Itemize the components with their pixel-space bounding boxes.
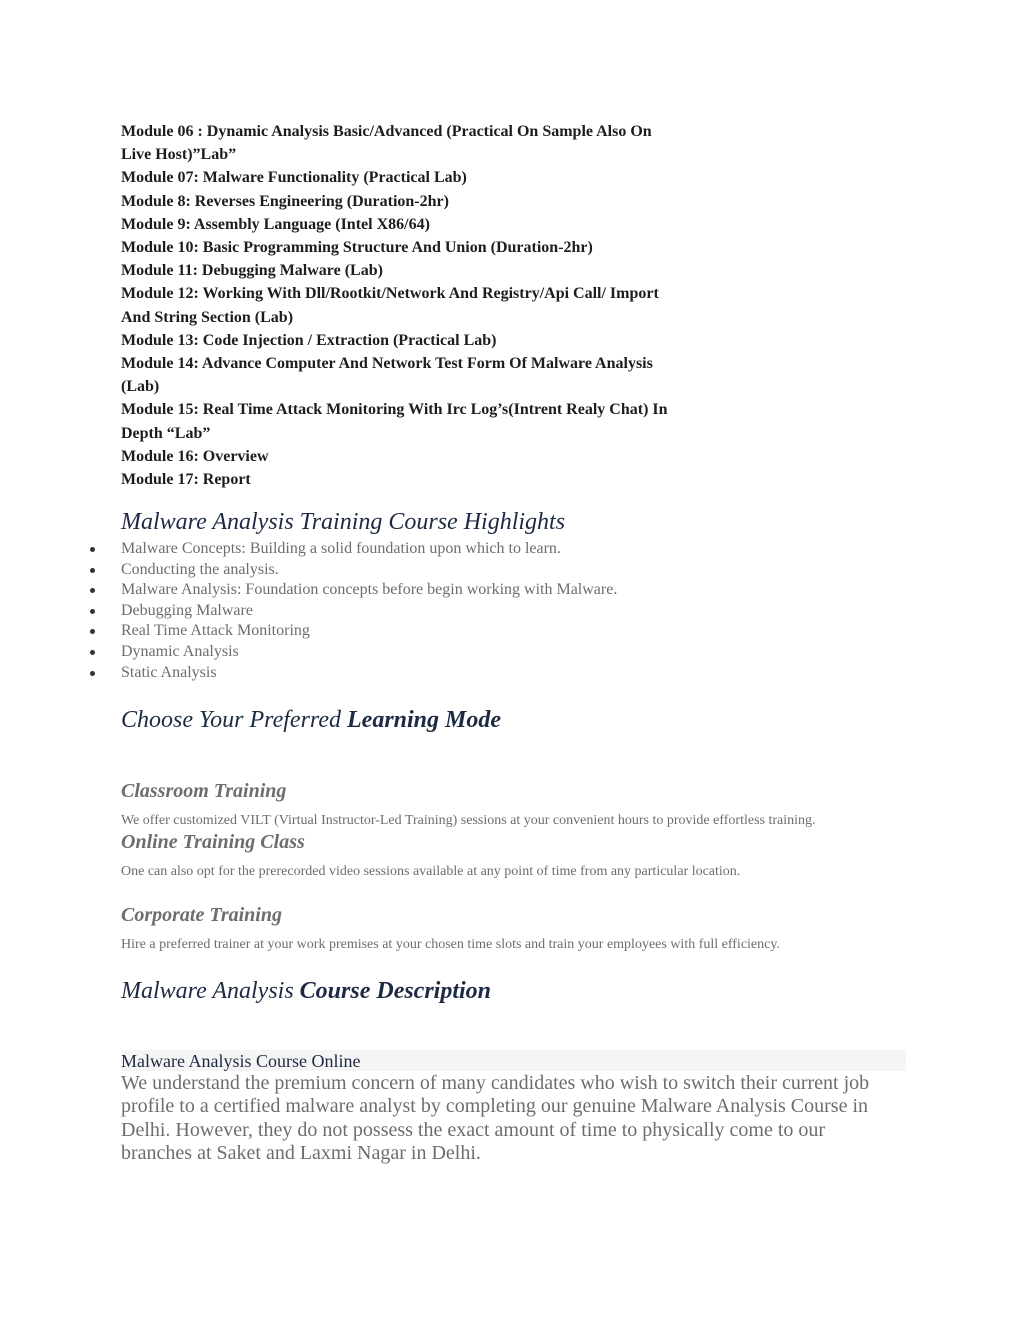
list-item: Debugging Malware	[0, 601, 900, 622]
online-training-title: Online Training Class	[121, 831, 305, 853]
learning-mode-heading: Choose Your Preferred Learning Mode	[121, 707, 502, 733]
module-item: Module 15: Real Time Attack Monitoring With Irc Log’s(Intrent Realy Chat) In Depth “Lab”	[121, 401, 668, 442]
corporate-training-desc: Hire a preferred trainer at your work premises at your chosen time slots and train your employees with full efficiency.	[121, 937, 780, 952]
module-item: Module 10: Basic Programming Structure And Union (Duration-2hr)	[121, 239, 593, 257]
classroom-training-desc: We offer customized VILT (Virtual Instructor-Led Training) sessions at your convenient hours to provide effortless training.	[121, 813, 816, 828]
bullet-icon	[90, 568, 95, 573]
list-item: Dynamic Analysis	[0, 642, 900, 663]
bullet-icon	[90, 609, 95, 614]
module-item: Module 16: Overview	[121, 447, 269, 465]
bullet-icon	[90, 650, 95, 655]
description-body: We understand the premium concern of many candidates who wish to switch their current job profile to a certified malware analyst by completing our genuine Malware Analysis Course in Delhi. However, they do not possess the exact amount of time to physically come to our branches at Saket and Laxmi Nagar in Delhi.	[121, 1072, 870, 1164]
module-item: Module 07: Malware Functionality (Practical Lab)	[121, 169, 467, 187]
description-subtitle: Malware Analysis Course Online	[121, 1050, 906, 1071]
corporate-training-title: Corporate Training	[121, 904, 282, 926]
bullet-icon	[90, 629, 95, 634]
module-item: Module 17: Report	[121, 471, 251, 489]
module-list	[121, 120, 681, 491]
course-description-heading: Malware Analysis Course Description	[121, 978, 492, 1004]
list-item: Malware Concepts: Building a solid foundation upon which to learn.	[0, 539, 900, 560]
module-item: Module 06 : Dynamic Analysis Basic/Advanced (Practical On Sample Also On Live Host)”Lab”	[121, 123, 652, 164]
module-item: Module 9: Assembly Language (Intel X86/64)	[121, 215, 430, 233]
module-item: Module 13: Code Injection / Extraction (Practical Lab)	[121, 331, 497, 349]
list-item: Conducting the analysis.	[0, 560, 900, 581]
highlights-list	[0, 539, 900, 683]
highlights-heading: Malware Analysis Training Course Highlights	[121, 509, 566, 535]
list-item: Real Time Attack Monitoring	[0, 621, 900, 642]
online-training-desc: One can also opt for the prerecorded video sessions available at any point of time from any particular location.	[121, 864, 741, 879]
list-item: Static Analysis	[0, 663, 900, 684]
module-item: Module 11: Debugging Malware (Lab)	[121, 262, 383, 280]
module-item: Module 8: Reverses Engineering (Duration-2hr)	[121, 192, 449, 210]
list-item: Malware Analysis: Foundation concepts before begin working with Malware.	[0, 580, 900, 601]
module-item: Module 14: Advance Computer And Network Test Form Of Malware Analysis (Lab)	[121, 355, 653, 396]
classroom-training-title: Classroom Training	[121, 780, 287, 802]
module-item: Module 12: Working With Dll/Rootkit/Network And Registry/Api Call/ Import And String Section (Lab)	[121, 285, 659, 326]
bullet-icon	[90, 671, 95, 676]
bullet-icon	[90, 547, 95, 552]
bullet-icon	[90, 588, 95, 593]
